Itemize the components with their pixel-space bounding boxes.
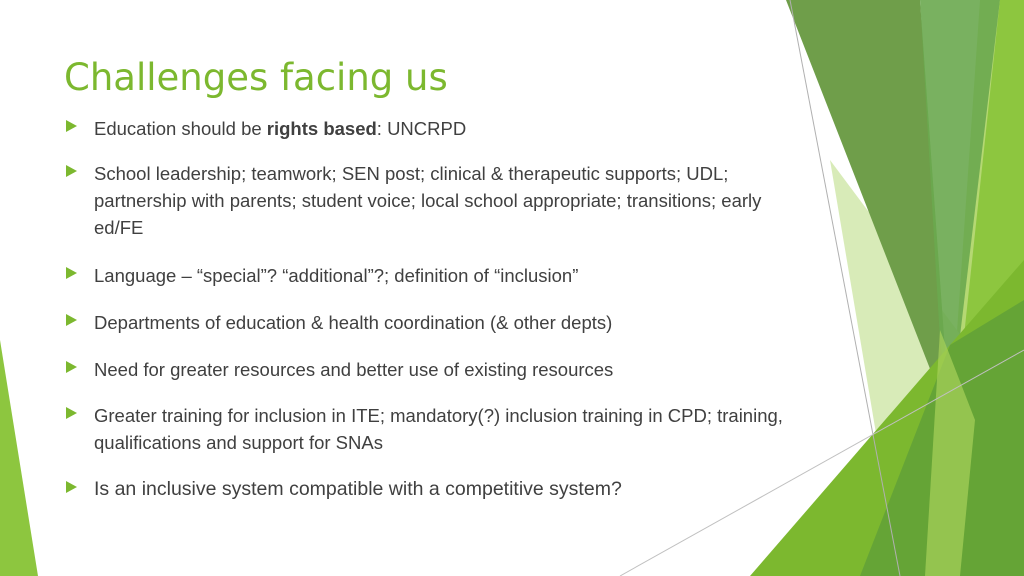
- bullet-text: School leadership; teamwork; SEN post; clinical & therapeutic supports; UDL; partnership with parents; student voice; local school appropriate; transitions; early ed/FE: [94, 163, 762, 238]
- bullet-text: Departments of education & health coordination (& other depts): [94, 312, 613, 333]
- slide-title: Challenges facing us: [64, 56, 448, 99]
- bullet-text: [94, 115, 784, 142]
- triangle-right-icon: [66, 267, 77, 279]
- bullet-text: Need for greater resources and better use of existing resources: [94, 359, 614, 380]
- triangle-right-icon: [66, 314, 77, 326]
- bullet-text: Is an inclusive system compatible with a competitive system?: [94, 478, 622, 500]
- bullet-text-post: : UNCRPD: [376, 118, 467, 139]
- triangle-right-icon: [66, 165, 77, 177]
- bullet-text-bold: rights based: [266, 118, 377, 139]
- bullet-text: Greater training for inclusion in ITE; mandatory(?) inclusion training in CPD; training, qualifications and support for SNAs: [94, 405, 783, 453]
- triangle-right-icon: [66, 407, 77, 419]
- triangle-right-icon: [66, 120, 77, 132]
- bullet-list: [64, 0, 784, 576]
- triangle-right-icon: [66, 481, 77, 493]
- bullet-text-pre: Education should be: [94, 118, 267, 139]
- bullet-text: Language – “special”? “additional”?; definition of “inclusion”: [94, 265, 579, 286]
- triangle-right-icon: [66, 361, 77, 373]
- left-green-sliver: [0, 340, 38, 576]
